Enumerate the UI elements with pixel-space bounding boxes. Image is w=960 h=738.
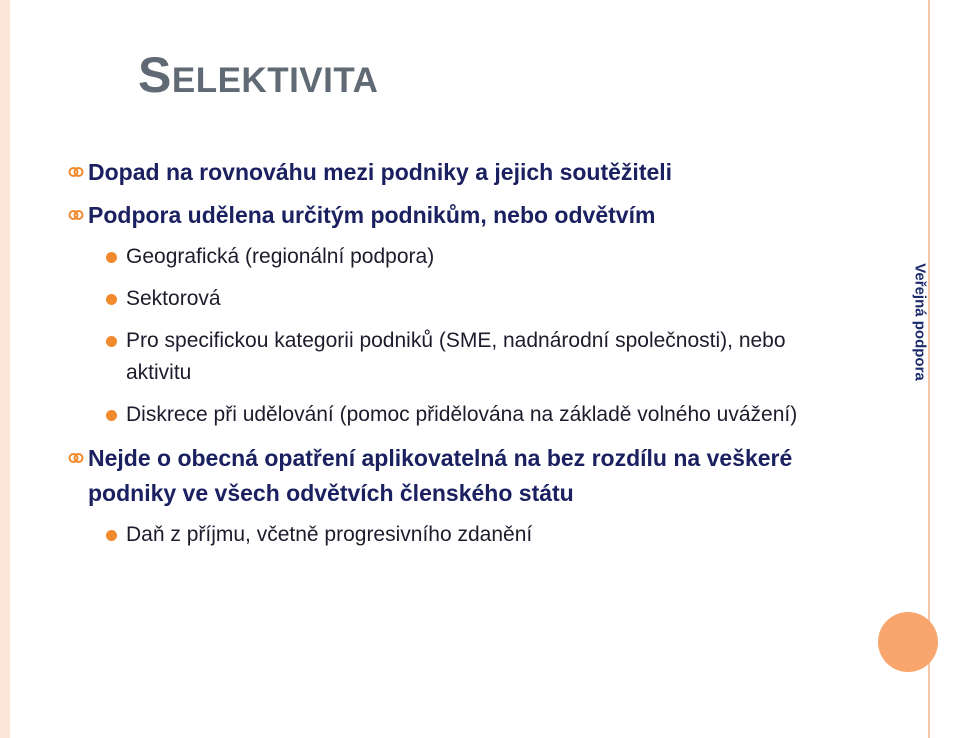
rings-bullet-icon	[68, 450, 84, 466]
sub-bullet-text: Diskrece při udělování (pomoc přidělována na základě volného uvážení)	[126, 403, 798, 426]
sub-bullet-text: Daň z příjmu, včetně progresivního zdanění	[126, 523, 533, 546]
dot-bullet-icon	[106, 294, 117, 305]
dot-bullet-icon	[106, 336, 117, 347]
dot-bullet-icon	[106, 410, 117, 421]
left-frame-stripe	[0, 0, 10, 738]
bullet-level2	[68, 399, 836, 431]
bullet-level2	[68, 283, 868, 315]
rings-bullet-icon	[68, 164, 84, 180]
bullet-level1	[68, 441, 828, 511]
sub-bullet-text: Sektorová	[126, 287, 221, 310]
bullet-level2	[68, 325, 826, 389]
sub-bullet-text: Geografická (regionální podpora)	[126, 245, 435, 268]
sub-bullet-text: Pro specifickou kategorii podniků (SME, nadnárodní společnosti), nebo aktivitu	[126, 329, 786, 384]
bullet-text: Podpora udělena určitým podnikům, nebo odvětvím	[88, 202, 656, 228]
dot-bullet-icon	[106, 252, 117, 263]
bullet-level2	[68, 519, 868, 551]
dot-bullet-icon	[106, 530, 117, 541]
slide-title: Selektivita	[138, 47, 379, 103]
bullet-level2	[68, 241, 868, 273]
slide-content	[68, 155, 868, 561]
bullet-level1	[68, 198, 868, 233]
side-label-text: Veřejná podpora	[911, 263, 929, 381]
bullet-text: Dopad na rovnováhu mezi podniky a jejich soutěžiteli	[88, 159, 673, 185]
side-label	[906, 262, 934, 382]
bullet-level1	[68, 155, 868, 190]
rings-bullet-icon	[68, 207, 84, 223]
bullet-text: Nejde o obecná opatření aplikovatelná na bez rozdílu na veškeré podniky ve všech odvětvích členského státu	[88, 445, 793, 506]
decorative-circle	[878, 612, 938, 672]
